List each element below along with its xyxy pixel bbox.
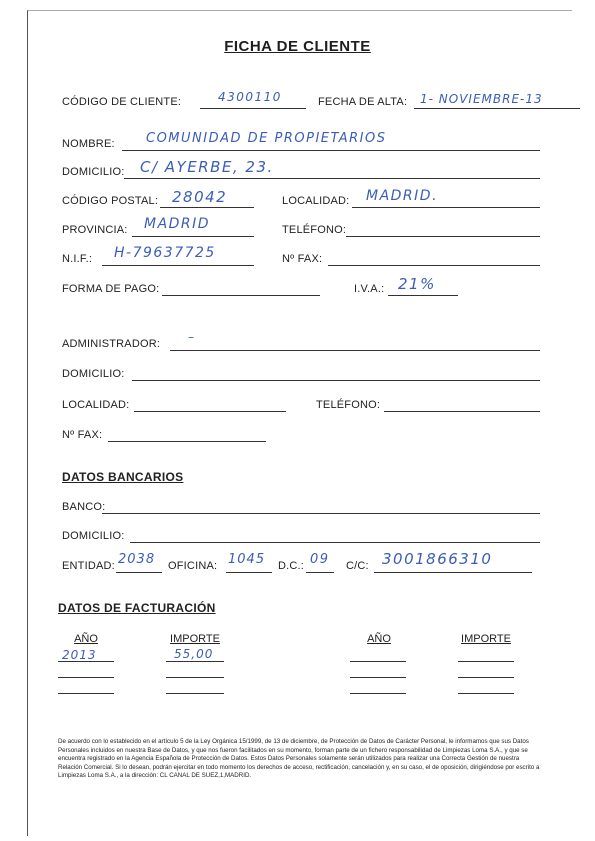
billing-amount2-line-1[interactable] xyxy=(458,661,514,662)
postal-code-line xyxy=(160,207,254,208)
office-label: OFICINA: xyxy=(168,560,218,572)
legal-notice: De acuerdo con lo establecido en el artículo 5 de la Ley Orgánica 15/1999, de 13 de diciembre, de Protección de Datos de Carácter Personal, le informamos que sus Datos Personales incluidos en nuestra Base de Datos, y que nos fueron facilitados en su momento, forman parte de un fichero responsabilidad de Limpiezas Loma S.A., y que se encuentra registrado en la Agencia Española de Protección de Datos. Estos Datos Personales solamente serán utilizados para realizar una Correcta Gestión de nuestra Relación Comercial. Si lo desean, podrán ejercitar en todo momento los derechos de acceso, rectificación, cancelación y, en su caso, el de oposición, dirigiéndose por escrito a Limpiezas Loma S.A., a la dirección: CL CANAL DE SUEZ,1,MADRID. xyxy=(58,738,540,780)
office-value[interactable]: 1045 xyxy=(228,552,266,567)
nif-line xyxy=(102,265,254,266)
admin-value[interactable]: – xyxy=(188,330,196,344)
payment-label: FORMA DE PAGO: xyxy=(62,283,160,295)
dc-value[interactable]: 09 xyxy=(310,552,330,567)
fax-line[interactable] xyxy=(328,265,540,266)
client-code-line xyxy=(200,108,306,109)
nif-label: N.I.F.: xyxy=(62,253,93,265)
dc-label: D.C.: xyxy=(278,560,305,572)
billing-year2-line-3[interactable] xyxy=(350,693,406,694)
cc-label: C/C: xyxy=(346,560,369,572)
dc-line xyxy=(306,572,334,573)
date-label: FECHA DE ALTA: xyxy=(318,96,408,108)
payment-line[interactable] xyxy=(162,295,320,296)
iva-label: I.V.A.: xyxy=(354,283,385,295)
province-line xyxy=(132,236,254,237)
admin-address-label: DOMICILIO: xyxy=(62,368,125,380)
locality-line xyxy=(352,207,540,208)
admin-fax-label: Nº FAX: xyxy=(62,429,103,441)
page-title: FICHA DE CLIENTE xyxy=(224,38,371,55)
iva-value[interactable]: 21% xyxy=(398,275,436,293)
billing-year-line-1 xyxy=(58,661,114,662)
billing-row1-year[interactable]: 2013 xyxy=(62,648,97,662)
province-label: PROVINCIA: xyxy=(62,224,128,236)
nif-value[interactable]: H-79637725 xyxy=(114,245,216,261)
date-value[interactable]: 1- NOVIEMBRE-13 xyxy=(420,92,543,106)
address-value[interactable]: C/ AYERBE, 23. xyxy=(140,158,274,176)
client-code-label: CÓDIGO DE CLIENTE: xyxy=(62,96,182,108)
bank-label: BANCO: xyxy=(62,501,106,513)
admin-locality-line[interactable] xyxy=(134,411,286,412)
postal-code-label: CÓDIGO POSTAL: xyxy=(62,195,159,207)
billing-amount-line-1 xyxy=(166,661,224,662)
billing-amount-header-2: IMPORTE xyxy=(461,633,511,645)
cc-value[interactable]: 3001866310 xyxy=(382,550,493,568)
admin-label: ADMINISTRADOR: xyxy=(62,338,161,350)
locality-label: LOCALIDAD: xyxy=(282,195,350,207)
address-label: DOMICILIO: xyxy=(62,166,125,178)
name-label: NOMBRE: xyxy=(62,138,115,150)
iva-line xyxy=(388,295,458,296)
client-code-value[interactable]: 4300110 xyxy=(218,90,282,104)
admin-locality-label: LOCALIDAD: xyxy=(62,399,130,411)
phone-line[interactable] xyxy=(346,236,540,237)
admin-phone-label: TELÉFONO: xyxy=(316,399,381,411)
admin-fax-line[interactable] xyxy=(108,441,266,442)
billing-year-line-3[interactable] xyxy=(58,693,114,694)
billing-year-header: AÑO xyxy=(74,633,98,645)
billing-amount-header: IMPORTE xyxy=(170,633,220,645)
billing-section-title: DATOS DE FACTURACIÓN xyxy=(58,601,216,615)
billing-row1-amount[interactable]: 55,00 xyxy=(174,647,214,661)
admin-address-line[interactable] xyxy=(132,380,540,381)
locality-value[interactable]: MADRID. xyxy=(366,188,439,204)
office-line xyxy=(226,572,272,573)
entity-line xyxy=(116,572,162,573)
entity-label: ENTIDAD: xyxy=(62,560,115,572)
billing-year-header-2: AÑO xyxy=(367,633,391,645)
address-line xyxy=(124,178,540,179)
bank-line[interactable] xyxy=(102,513,540,514)
admin-phone-line[interactable] xyxy=(384,411,540,412)
bank-section-title: DATOS BANCARIOS xyxy=(62,470,184,484)
billing-amount-line-3[interactable] xyxy=(166,693,224,694)
postal-code-value[interactable]: 28042 xyxy=(172,188,228,206)
bank-address-label: DOMICILIO: xyxy=(62,530,125,542)
province-value[interactable]: MADRID xyxy=(144,216,211,232)
entity-value[interactable]: 2038 xyxy=(118,552,156,567)
name-line xyxy=(122,150,540,151)
billing-year-line-2[interactable] xyxy=(58,677,114,678)
billing-year2-line-1[interactable] xyxy=(350,661,406,662)
fax-label: Nº FAX: xyxy=(282,253,323,265)
billing-amount2-line-3[interactable] xyxy=(458,693,514,694)
cc-line xyxy=(374,572,532,573)
billing-year2-line-2[interactable] xyxy=(350,677,406,678)
admin-line xyxy=(170,350,540,351)
billing-amount2-line-2[interactable] xyxy=(458,677,514,678)
billing-amount-line-2[interactable] xyxy=(166,677,224,678)
date-line xyxy=(414,108,580,109)
phone-label: TELÉFONO: xyxy=(282,224,347,236)
name-value[interactable]: COMUNIDAD DE PROPIETARIOS xyxy=(146,131,387,146)
bank-address-line[interactable] xyxy=(130,542,540,543)
